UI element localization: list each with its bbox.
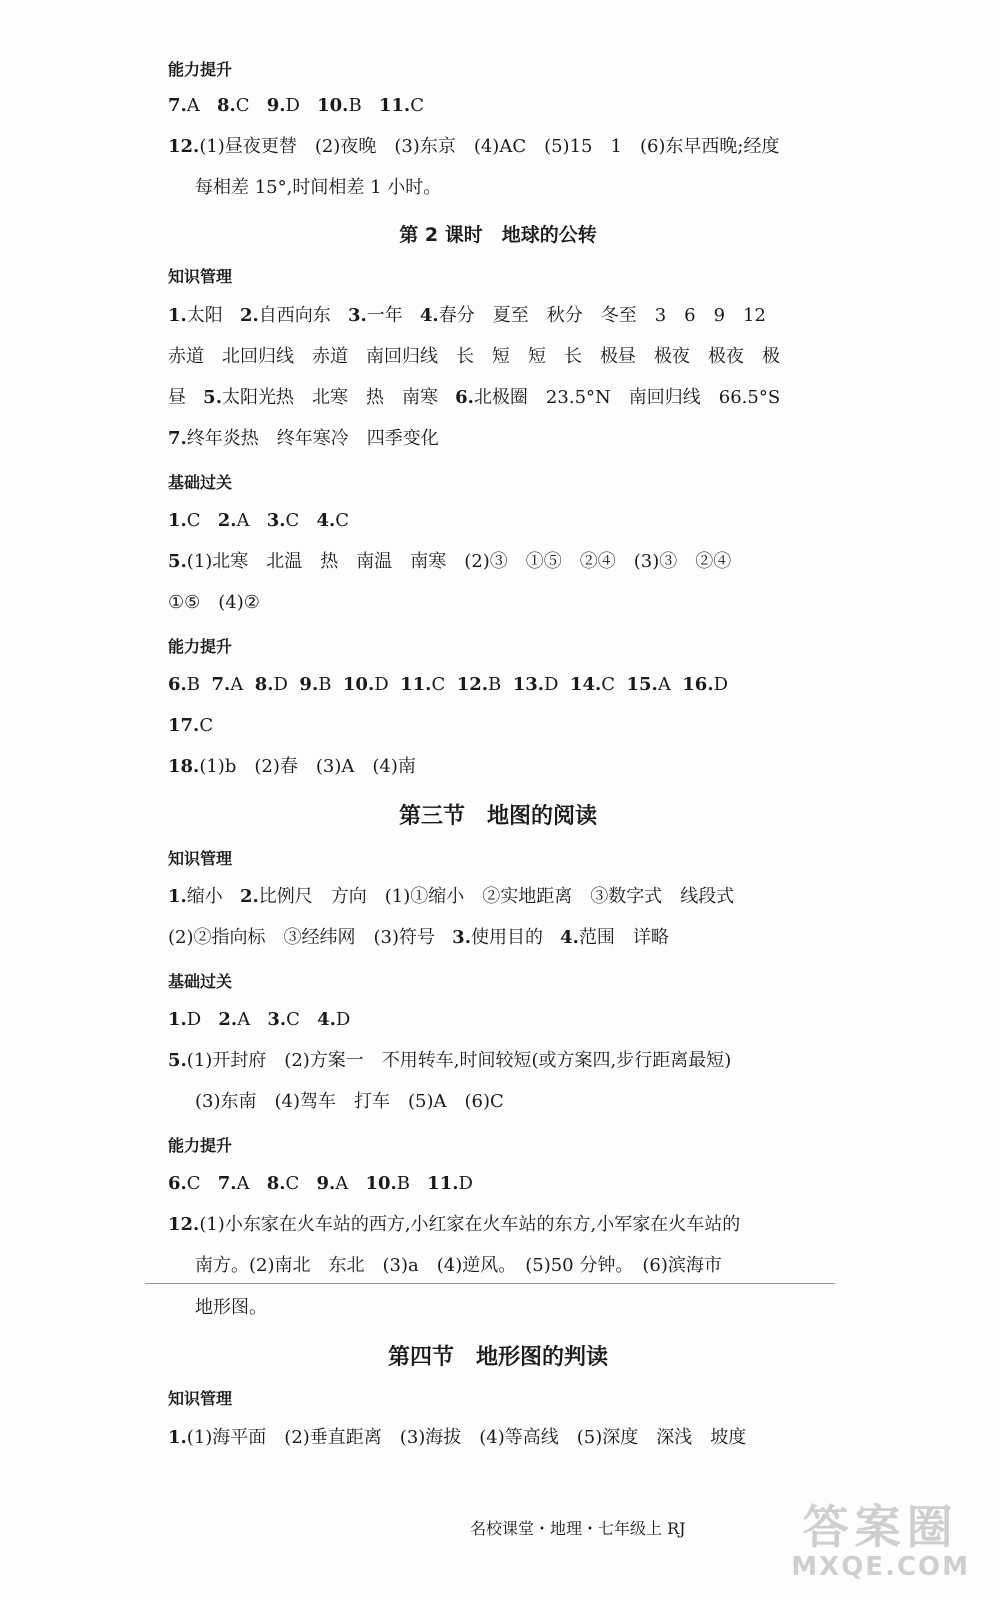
answer: A <box>335 1173 349 1194</box>
question-number: 3. <box>267 1009 287 1030</box>
answer-line <box>168 1212 968 1238</box>
watermark-logo <box>791 1502 970 1582</box>
answer: (1)开封府 (2)方案一 不用转车,时间较短(或方案四,步行距离最短) <box>186 1050 732 1071</box>
question-number: 9. <box>316 1173 336 1194</box>
answer-line-continued <box>168 344 968 370</box>
question-number: 11. <box>400 674 432 695</box>
question-number: 10. <box>365 1173 397 1194</box>
question-number: 3. <box>347 305 367 326</box>
answer: 太阳光热 北寒 热 南寒 <box>221 387 438 408</box>
page-footer: 名校课堂・地理・七年级上 RJ <box>470 1519 686 1538</box>
answer: 使用目的 <box>470 927 543 948</box>
answer-line-continued <box>195 175 995 201</box>
section-label-knowledge: 知识管理 <box>168 849 233 868</box>
answer-line-continued <box>168 385 968 411</box>
answer: 缩小 <box>186 886 223 907</box>
answer: (3)东南 (4)驾车 打车 (5)A (6)C <box>195 1091 504 1112</box>
answer-line <box>168 508 968 534</box>
answer: B <box>348 95 362 116</box>
question-number: 2. <box>239 305 259 326</box>
answer-line <box>168 549 968 575</box>
answer: 自西向东 <box>258 305 331 326</box>
answer-line <box>168 672 968 698</box>
answer: 终年炎热 终年寒冷 四季变化 <box>186 428 439 449</box>
answer: D <box>713 674 729 695</box>
answer-line <box>168 1425 968 1451</box>
question-number: 8. <box>266 1173 286 1194</box>
question-number: 3. <box>452 927 471 948</box>
answer-line-continued <box>168 590 968 616</box>
answer: C <box>410 95 424 116</box>
answer: D <box>374 674 389 695</box>
question-number: 15. <box>626 674 658 695</box>
answer: 地形图。 <box>195 1297 267 1318</box>
answer: A <box>236 1173 250 1194</box>
answer: C <box>186 1173 201 1194</box>
question-number: 1. <box>168 886 187 907</box>
question-number: 6. <box>455 387 474 408</box>
question-number: 14. <box>569 674 602 695</box>
question-number: 6. <box>168 674 187 695</box>
answer-line <box>168 1007 968 1033</box>
answer: C <box>286 1009 300 1030</box>
watermark-cn: 答案圈 <box>802 1500 959 1554</box>
question-number: 2. <box>218 1009 238 1030</box>
section-label-knowledge: 知识管理 <box>168 1389 233 1408</box>
lesson-title: 第 2 课时 地球的公转 <box>399 224 597 246</box>
answer: D <box>273 674 288 695</box>
answer: C <box>601 674 616 695</box>
answer-line <box>168 1171 968 1197</box>
answer: A <box>236 510 250 531</box>
question-number: 9. <box>299 674 319 695</box>
watermark-en: MXQE.COM <box>791 1552 970 1582</box>
section-title: 第四节 地形图的判读 <box>387 1345 608 1370</box>
section-label-ability: 能力提升 <box>168 637 233 656</box>
question-number: 5. <box>168 1050 187 1071</box>
question-number: 1. <box>168 510 187 531</box>
question-number: 4. <box>316 510 336 531</box>
answer-line <box>168 1048 968 1074</box>
answer: D <box>186 1009 202 1030</box>
answer: C <box>199 715 214 736</box>
answer-line-continued <box>195 1089 995 1115</box>
answer-line <box>168 754 968 780</box>
question-number: 1. <box>168 1009 187 1030</box>
answer: D <box>285 95 300 116</box>
answer: C <box>186 510 201 531</box>
question-number: 1. <box>168 1427 187 1448</box>
answer: D <box>335 1009 351 1030</box>
question-number: 7. <box>217 1173 237 1194</box>
answer: A <box>657 674 671 695</box>
answer: C <box>335 510 350 531</box>
answer: D <box>544 674 559 695</box>
answer: 太阳 <box>186 305 223 326</box>
answer: A <box>186 95 200 116</box>
question-number: 4. <box>560 927 579 948</box>
answer-line <box>168 713 968 739</box>
question-number: 2. <box>239 886 259 907</box>
answer: C <box>285 510 300 531</box>
section-title: 第三节 地图的阅读 <box>398 804 597 829</box>
question-number: 7. <box>211 674 231 695</box>
question-number: 18. <box>168 756 200 777</box>
answer: A <box>237 1009 251 1030</box>
question-number: 5. <box>168 551 187 572</box>
question-number: 6. <box>168 1173 187 1194</box>
answer: C <box>235 95 250 116</box>
answer: D <box>458 1173 473 1194</box>
answer: (1)北寒 北温 热 南温 南寒 (2)③ ①⑤ ②④ (3)③ ②④ <box>186 551 732 572</box>
section-label-basic: 基础过关 <box>168 972 233 991</box>
answer-line <box>168 426 968 452</box>
section-label-ability: 能力提升 <box>168 1136 233 1155</box>
question-number: 3. <box>266 510 286 531</box>
answer: B <box>186 674 201 695</box>
question-number: 7. <box>168 428 187 449</box>
answer: C <box>285 1173 300 1194</box>
question-number: 5. <box>203 387 222 408</box>
question-number: 4. <box>317 1009 336 1030</box>
answer-line-continued <box>168 925 968 951</box>
question-number: 4. <box>419 305 439 326</box>
answer: 昼 <box>168 387 186 408</box>
answer: 北极圈 23.5°N 南回归线 66.5°S <box>473 387 781 408</box>
question-number: 13. <box>512 674 545 695</box>
question-number: 11. <box>378 95 411 116</box>
answer: 比例尺 方向 (1)①缩小 ②实地距离 ③数字式 线段式 <box>258 886 735 907</box>
answer: 赤道 北回归线 赤道 南回归线 长 短 短 长 极昼 极夜 极夜 极 <box>168 346 780 367</box>
answer-line <box>168 303 968 329</box>
answer: B <box>396 1173 410 1194</box>
answer: (1)小东家在火车站的西方,小红家在火车站的东方,小军家在火车站的 <box>199 1214 741 1235</box>
section-label-basic: 基础过关 <box>168 473 233 492</box>
answer: (1)海平面 (2)垂直距离 (3)海拔 (4)等高线 (5)深度 深浅 坡度 <box>186 1427 747 1448</box>
question-number: 9. <box>266 95 286 116</box>
answer: (1)b (2)春 (3)A (4)南 <box>199 756 416 777</box>
answer-line <box>168 134 968 160</box>
answer-line-continued <box>195 1295 995 1321</box>
question-number: 1. <box>168 305 187 326</box>
answer: 南方。(2)南北 东北 (3)a (4)逆风。 (5)50 分钟。 (6)滨海市 <box>195 1255 722 1276</box>
answer-line <box>168 884 968 910</box>
question-number: 10. <box>317 95 349 116</box>
answer: (2)②指向标 ③经纬网 (3)符号 <box>168 927 435 948</box>
question-number: 7. <box>168 95 187 116</box>
answer: 范围 详略 <box>578 927 669 948</box>
question-number: 17. <box>168 715 200 736</box>
section-label-ability: 能力提升 <box>168 60 233 79</box>
answer: 一年 <box>366 305 403 326</box>
answer: C <box>431 674 446 695</box>
question-number: 12. <box>168 136 200 157</box>
answer: B <box>318 674 332 695</box>
answer: A <box>230 674 244 695</box>
question-number: 2. <box>217 510 237 531</box>
answer-line-continued <box>195 1253 995 1279</box>
answer: ①⑤ (4)② <box>168 592 260 613</box>
question-number: 12. <box>168 1214 200 1235</box>
question-number: 16. <box>682 674 714 695</box>
question-number: 12. <box>456 674 489 695</box>
scan-rule <box>145 1283 835 1284</box>
question-number: 10. <box>342 674 375 695</box>
answer: 每相差 15°,时间相差 1 小时。 <box>195 177 442 198</box>
question-number: 8. <box>254 674 274 695</box>
answer: 春分 夏至 秋分 冬至 3 6 9 12 <box>438 305 766 326</box>
question-number: 11. <box>427 1173 459 1194</box>
section-label-knowledge: 知识管理 <box>168 267 233 286</box>
answer-line <box>168 93 968 119</box>
answer: B <box>488 674 502 695</box>
answer: (1)昼夜更替 (2)夜晚 (3)东京 (4)AC (5)15 1 (6)东早西晚;经度 <box>199 136 780 157</box>
question-number: 8. <box>216 95 236 116</box>
